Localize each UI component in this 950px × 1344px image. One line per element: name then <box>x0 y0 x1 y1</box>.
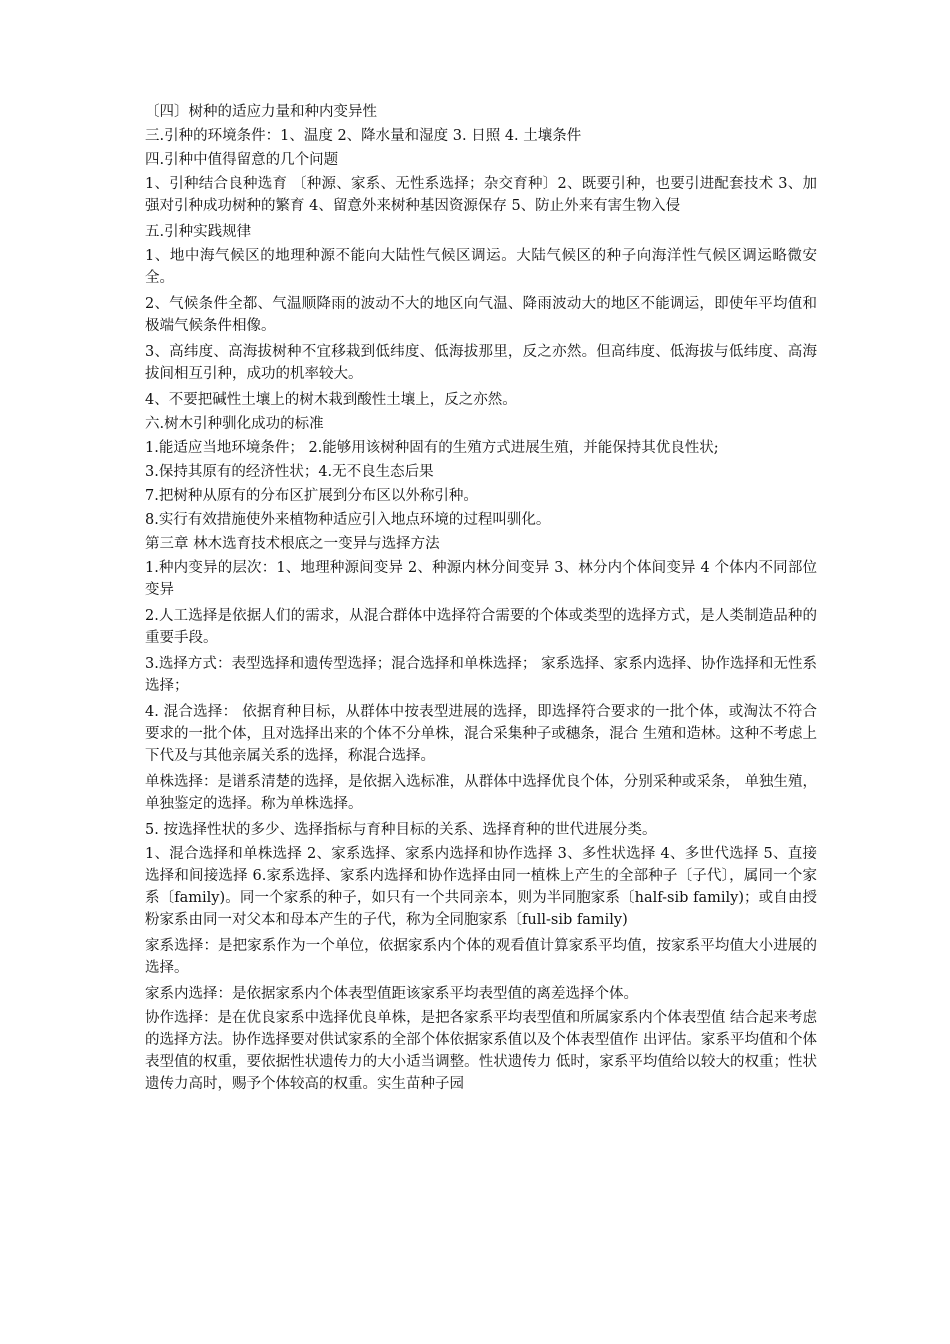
paragraph: 三.引种的环境条件：1、温度 2、降水量和湿度 3. 日照 4. 土壤条件 <box>145 128 582 144</box>
document-page <box>145 101 817 1099</box>
paragraph: 家系选择：是把家系作为一个单位，依据家系内个体的观看值计算家系平均值，按家系平均值大小进展的选择。 <box>145 938 817 976</box>
paragraph: 家系内选择：是依据家系内个体表型值距该家系平均表型值的离差选择个体。 <box>145 986 638 1002</box>
paragraph: 3.选择方式：表型选择和遗传型选择；混合选择和单株选择； 家系选择、家系内选择、协作选择和无性系选择； <box>145 656 817 694</box>
paragraph: 2、气候条件全都、气温顺降雨的波动不大的地区向气温、降雨波动大的地区不能调运，即使年平均值和极端气候条件相像。 <box>145 296 817 334</box>
paragraph: 2.人工选择是依据人们的需求，从混合群体中选择符合需要的个体或类型的选择方式，是人类制造品种的重要手段。 <box>145 608 817 646</box>
paragraph: 3、高纬度、高海拔树种不宜移栽到低纬度、低海拔那里，反之亦然。但高纬度、低海拔与低纬度、高海拔间相互引种，成功的机率较大。 <box>145 344 817 382</box>
section-heading: 〔四〕树种的适应力量和种内变异性 <box>145 104 377 120</box>
paragraph: 协作选择：是在优良家系中选择优良单株，是把各家系平均表型值和所属家系内个体表型值 结合起来考虑的选择方法。协作选择要对供试家系的全部个体依据家系值以及个体表型值作 出评估。家系平均值和个体表型值的权重，要依据性状遗传力的大小适当调整。性状遗传力 低时，家系平均值给以较大的权重；性状遗传力高时，赐予个体较高的权重。实生苗种子园 <box>145 1010 817 1092</box>
paragraph: 3.保持其原有的经济性状；4.无不良生态后果 <box>145 464 434 480</box>
paragraph: 1、混合选择和单株选择 2、家系选择、家系内选择和协作选择 3、多性状选择 4、多世代选择 5、直接选择和间接选择 6.家系选择、家系内选择和协作选择由同一植株上产生的全部种子〔子代〕，属同一个家系〔family)。同一个家系的种子，如只有一个共同亲本，则为半同胞家系〔half-sib family)；或自由授粉家系由同一对父本和母本产生的子代，称为全同胞家系〔full-sib family) <box>145 846 817 928</box>
paragraph: 7.把树种从原有的分布区扩展到分布区以外称引种。 <box>145 488 478 504</box>
paragraph: 8.实行有效措施使外来植物种适应引入地点环境的过程叫驯化。 <box>145 512 551 528</box>
section-heading: 五.引种实践规律 <box>145 224 252 240</box>
paragraph: 1.能适应当地环境条件； 2.能够用该树种固有的生殖方式进展生殖，并能保持其优良性状; <box>145 440 719 456</box>
paragraph: 1、引种结合良种选育 〔种源、家系、无性系选择；杂交育种〕2、既要引种，也要引进配套技术 3、加强对引种成功树种的繁育 4、留意外来树种基因资源保存 5、防止外来有害生物入侵 <box>145 176 817 214</box>
paragraph: 4. 混合选择： 依据育种目标，从群体中按表型进展的选择，即选择符合要求的一批个体，或淘汰不符合要求的一批个体，且对选择出来的个体不分单株，混合采集种子或穗条，混合 生殖和造林。这种不考虑上下代及与其他亲属关系的选择，称混合选择。 <box>145 704 817 764</box>
paragraph: 1、地中海气候区的地理种源不能向大陆性气候区调运。大陆气候区的种子向海洋性气候区调运略微安全。 <box>145 248 817 286</box>
section-heading: 四.引种中值得留意的几个问题 <box>145 152 339 168</box>
paragraph: 4、不要把碱性土壤上的树木栽到酸性土壤上，反之亦然。 <box>145 392 517 408</box>
section-heading: 六.树木引种驯化成功的标准 <box>145 416 324 432</box>
chapter-heading: 第三章 林木选育技术根底之一变异与选择方法 <box>145 536 440 552</box>
paragraph: 5. 按选择性状的多少、选择指标与育种目标的关系、选择育种的世代进展分类。 <box>145 822 657 838</box>
paragraph: 单株选择：是谱系清楚的选择，是依据入选标准，从群体中选择优良个体，分别采种或采条， 单独生殖，单独鉴定的选择。称为单株选择。 <box>145 774 817 812</box>
paragraph: 1.种内变异的层次：1、地理种源间变异 2、种源内林分间变异 3、林分内个体间变异 4 个体内不同部位变异 <box>145 560 817 598</box>
